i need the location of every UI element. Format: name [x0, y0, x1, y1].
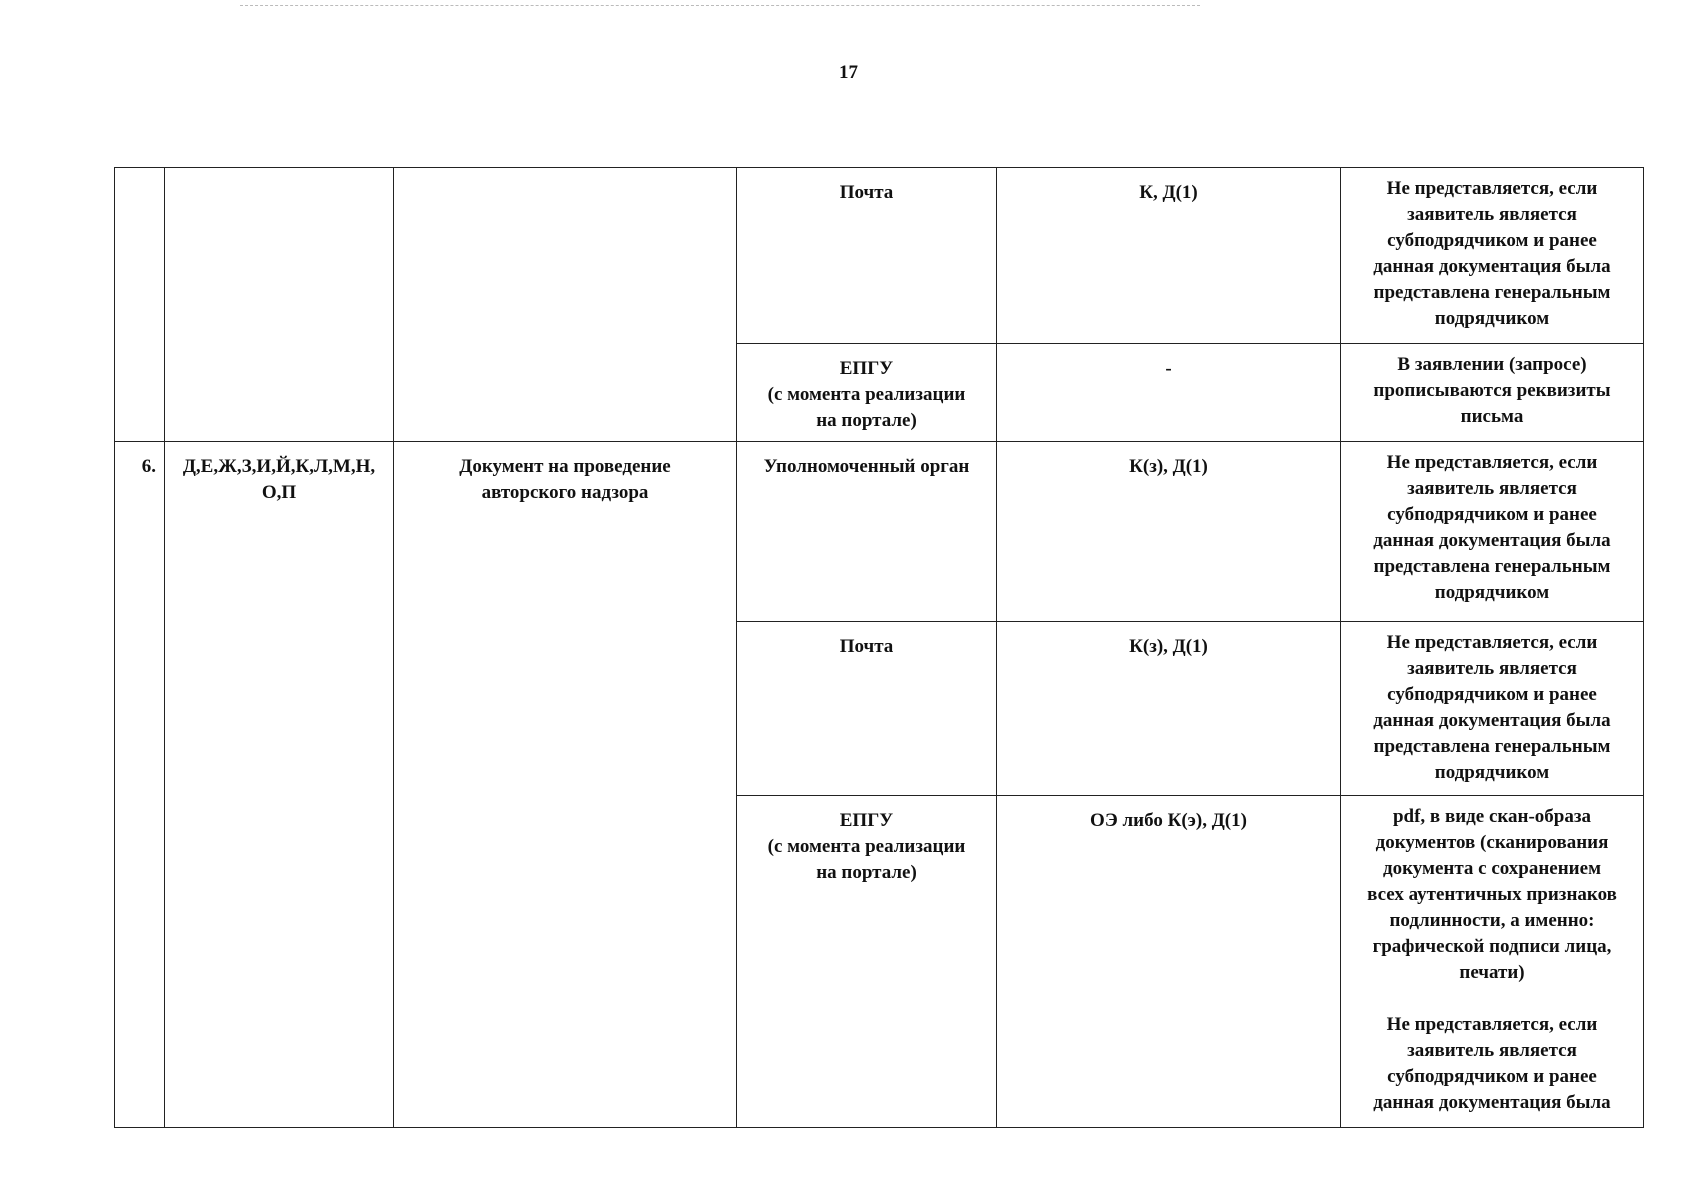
- scan-edge-artifact: [240, 5, 1200, 6]
- applicant-letters-cell: Д,Е,Ж,З,И,Й,К,Л,М,Н, О,П: [165, 442, 394, 1128]
- row-number-cell: 6.: [115, 442, 165, 1128]
- document-form-cell: К(з), Д(1): [997, 622, 1341, 796]
- submission-channel-cell: ЕПГУ (с момента реализации на портале): [737, 796, 997, 1128]
- page-number: 17: [839, 62, 858, 83]
- submission-channel-cell: ЕПГУ (с момента реализации на портале): [737, 344, 997, 442]
- table-row: [115, 442, 1644, 622]
- note-cell: В заявлении (запросе) прописываются реквизиты письма: [1341, 344, 1644, 442]
- document-name-cell: [394, 168, 737, 442]
- document-form-cell: К, Д(1): [997, 168, 1341, 344]
- note-cell: Не представляется, если заявитель является субподрядчиком и ранее данная документация была представлена генеральным подрядчиком: [1341, 442, 1644, 622]
- applicant-letters-cell: [165, 168, 394, 442]
- document-form-cell: -: [997, 344, 1341, 442]
- row-number-cell: [115, 168, 165, 442]
- document-form-cell: К(з), Д(1): [997, 442, 1341, 622]
- document-form-cell: ОЭ либо К(э), Д(1): [997, 796, 1341, 1128]
- submission-channel-cell: Почта: [737, 622, 997, 796]
- note-cell: Не представляется, если заявитель является субподрядчиком и ранее данная документация была представлена генеральным подрядчиком: [1341, 168, 1644, 344]
- note-cell: Не представляется, если заявитель является субподрядчиком и ранее данная документация была представлена генеральным подрядчиком: [1341, 622, 1644, 796]
- table-row: [115, 168, 1644, 344]
- note-cell: pdf, в виде скан-образа документов (сканирования документа с сохранением всех аутентичных признаков подлинности, а именно: графической подписи лица, печати) Не представляется, если заявитель является субподрядчиком и ранее данная документация была: [1341, 796, 1644, 1128]
- requirements-table: [114, 167, 1644, 1128]
- submission-channel-cell: Почта: [737, 168, 997, 344]
- submission-channel-cell: Уполномоченный орган: [737, 442, 997, 622]
- document-name-cell: Документ на проведение авторского надзора: [394, 442, 737, 1128]
